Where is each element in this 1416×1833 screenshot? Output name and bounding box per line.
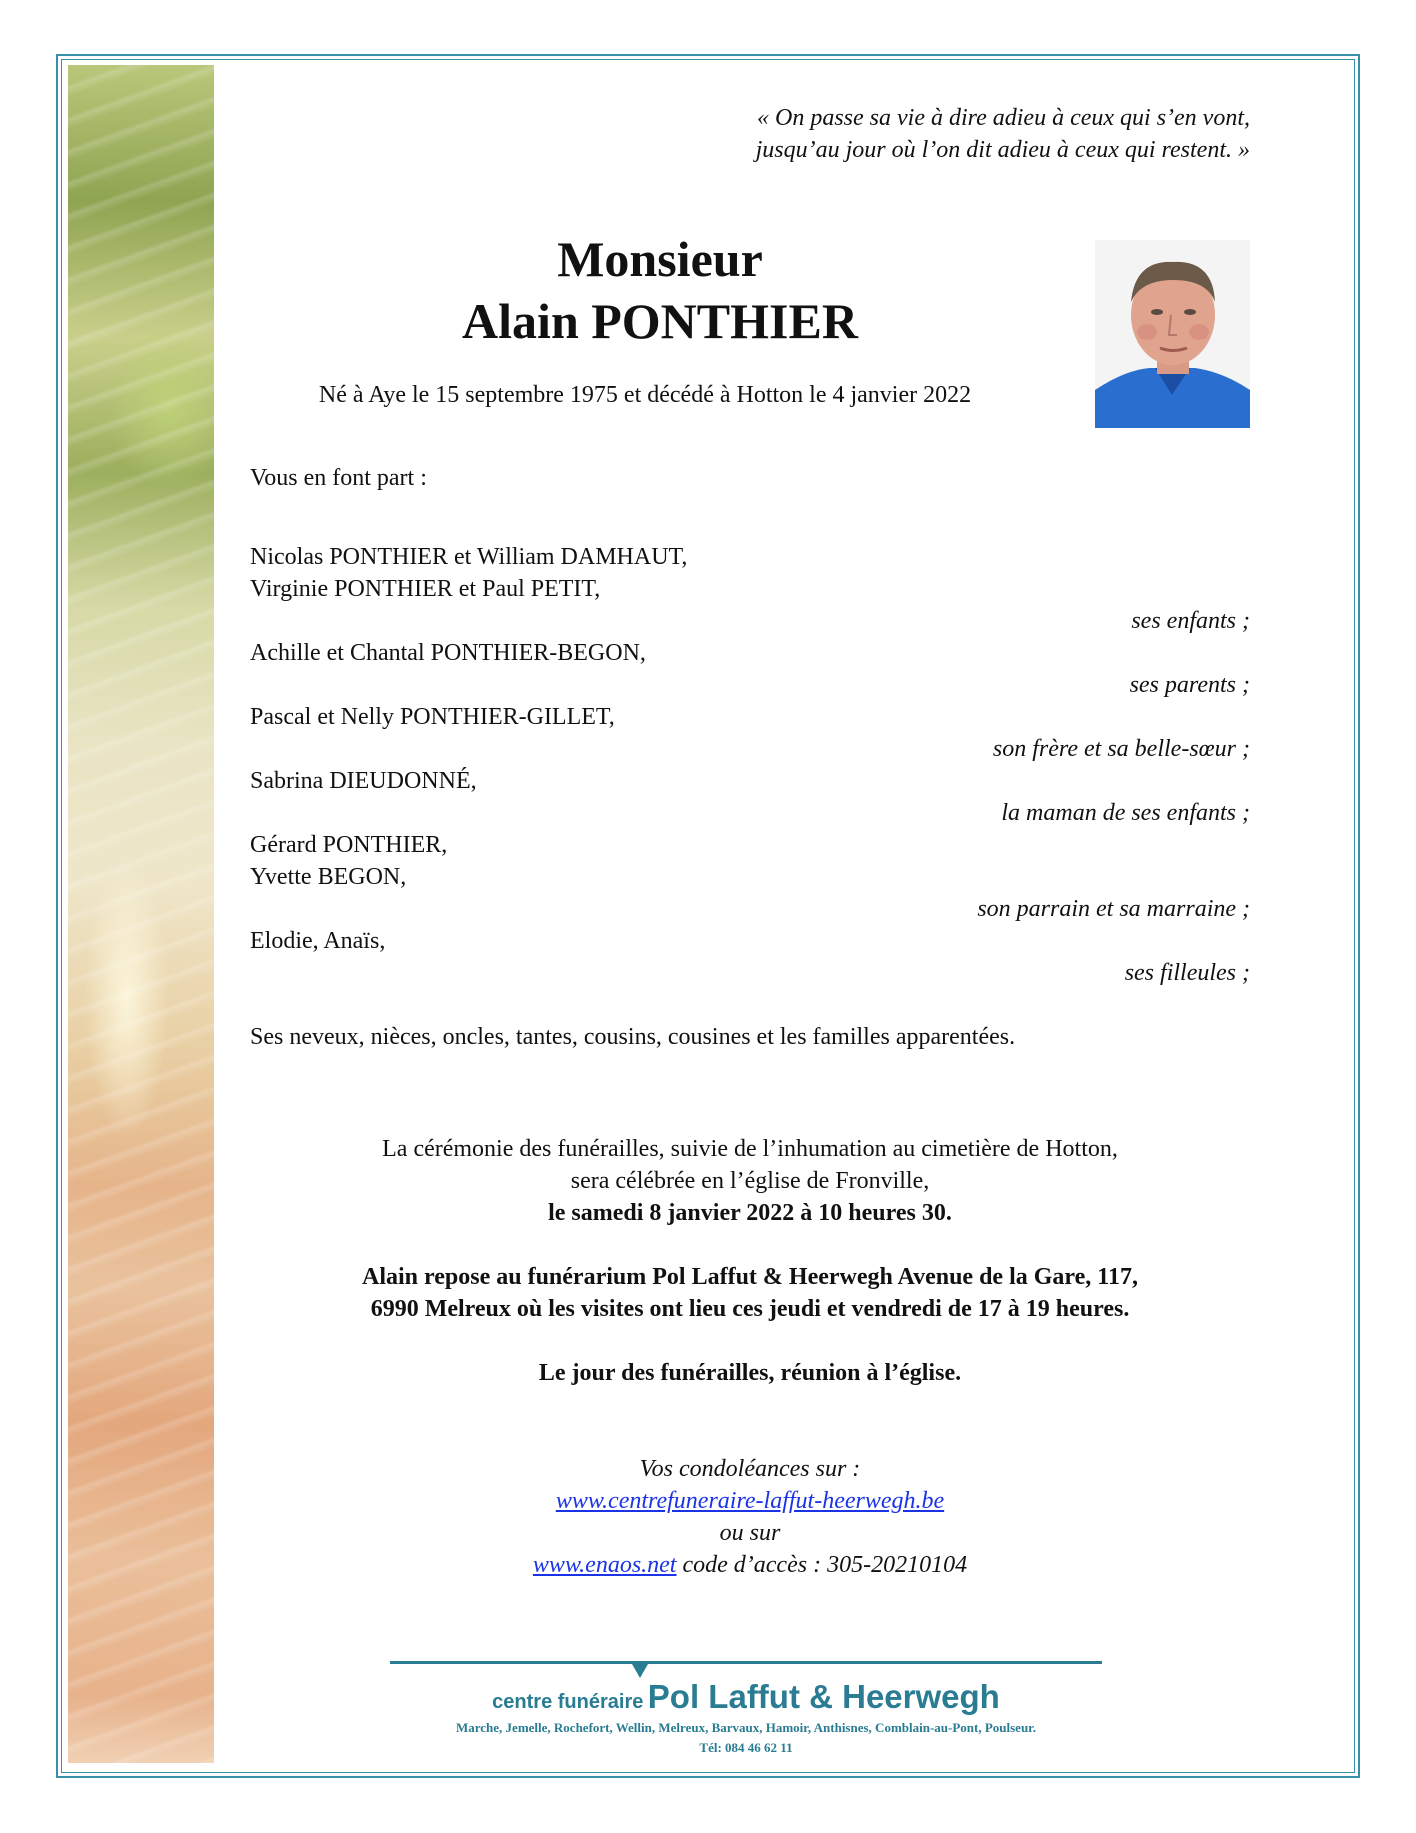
brand-prefix: centre funéraire xyxy=(492,1691,644,1713)
family-relation: ses parents ; xyxy=(1129,672,1250,698)
footer-towns: Marche, Jemelle, Rochefort, Wellin, Melreux, Barvaux, Hamoir, Anthisnes, Comblain-au-Pont, Poulseur. xyxy=(455,1720,1037,1735)
footer-divider xyxy=(390,1661,1102,1664)
announcement: Vous en font part : xyxy=(250,465,427,491)
family-names xyxy=(250,541,687,605)
family-relation: son parrain et sa marraine ; xyxy=(977,896,1250,922)
condolences-intro: Vos condoléances sur : xyxy=(639,1456,861,1482)
visit-line: Alain repose au funérarium Pol Laffut & Heerwegh Avenue de la Gare, 117, xyxy=(362,1264,1138,1290)
condolences-link-enaos[interactable]: www.enaos.net xyxy=(532,1552,677,1578)
forest-path-image-strip xyxy=(68,65,214,1763)
family-relation: ses filleules ; xyxy=(1124,960,1250,986)
family-relation: la maman de ses enfants ; xyxy=(1001,800,1250,826)
portrait-photo xyxy=(1095,240,1250,428)
access-code: code d’accès : 305-20210104 xyxy=(676,1552,968,1578)
family-member: Nicolas PONTHIER et William DAMHAUT, xyxy=(250,544,688,570)
quote-line: « On passe sa vie à dire adieu à ceux qui s’en vont, xyxy=(757,105,1250,131)
visit-line: 6990 Melreux où les visites ont lieu ces jeudi et vendredi de 17 à 19 heures. xyxy=(370,1296,1130,1322)
meeting-info: Le jour des funérailles, réunion à l’église. xyxy=(538,1360,962,1386)
family-member: Pascal et Nelly PONTHIER-GILLET, xyxy=(250,704,615,730)
family-member: Sabrina DIEUDONNÉ, xyxy=(250,768,477,794)
deceased-title xyxy=(330,228,990,352)
family-member: Achille et Chantal PONTHIER-BEGON, xyxy=(250,640,646,666)
family-member: Yvette BEGON, xyxy=(250,864,407,890)
visit-info xyxy=(250,1261,1250,1325)
footer-triangle-icon xyxy=(632,1664,648,1678)
family-member: Virginie PONTHIER et Paul PETIT, xyxy=(250,576,601,602)
quote-line: jusqu’au jour où l’on dit adieu à ceux qui restent. » xyxy=(755,137,1250,163)
extended-family: Ses neveux, nièces, oncles, tantes, cousins, cousines et les familles apparentées. xyxy=(250,1024,1016,1050)
ceremony-info xyxy=(250,1133,1250,1229)
honorific: Monsieur xyxy=(557,231,763,287)
footer-phone: Tél: 084 46 62 11 xyxy=(699,1740,793,1755)
epigraph-quote xyxy=(560,102,1250,166)
family-relation: ses enfants ; xyxy=(1131,608,1250,634)
family-relation: son frère et sa belle-sœur ; xyxy=(992,736,1250,762)
condolences-or: ou sur xyxy=(719,1520,781,1546)
family-member: Elodie, Anaïs, xyxy=(250,928,386,954)
family-member: Gérard PONTHIER, xyxy=(250,832,448,858)
ceremony-date: le samedi 8 janvier 2022 à 10 heures 30. xyxy=(548,1200,952,1226)
condolences-block xyxy=(250,1453,1250,1581)
funeral-home-logo xyxy=(390,1678,1102,1716)
ceremony-line: sera célébrée en l’église de Fronville, xyxy=(570,1168,930,1194)
condolences-link-primary[interactable]: www.centrefuneraire-laffut-heerwegh.be xyxy=(555,1488,945,1514)
deceased-name: Alain PONTHIER xyxy=(462,293,858,349)
brand-name: Pol Laffut & Heerwegh xyxy=(647,1678,1000,1715)
family-names xyxy=(250,829,447,893)
birth-death-dates: Né à Aye le 15 septembre 1975 et décédé à Hotton le 4 janvier 2022 xyxy=(318,382,972,408)
ceremony-line: La cérémonie des funérailles, suivie de l’inhumation au cimetière de Hotton, xyxy=(382,1136,1118,1162)
